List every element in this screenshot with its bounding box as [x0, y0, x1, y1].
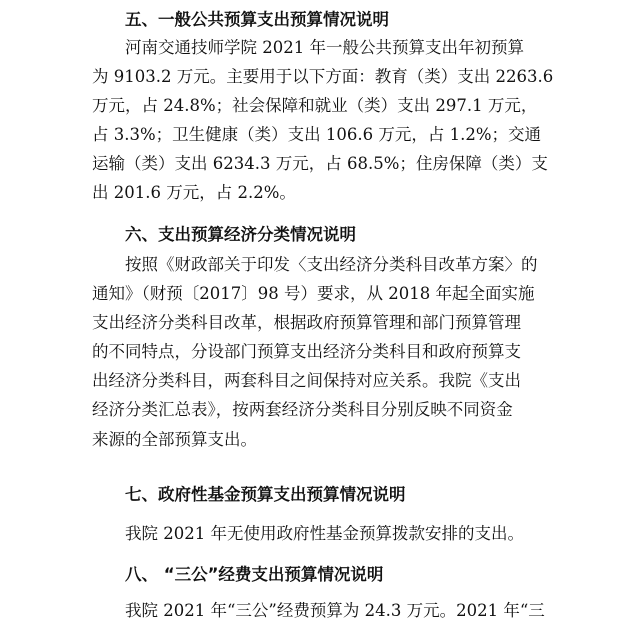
section-heading-5: 五、一般公共预算支出预算情况说明 — [125, 10, 389, 29]
text-line: 出 201.6 万元，占 2.2%。 — [92, 183, 296, 203]
text-line: 的不同特点，分设部门预算支出经济分类科目和政府预算支 — [92, 342, 521, 362]
section-heading-6: 六、支出预算经济分类情况说明 — [125, 225, 356, 244]
section-body-6 — [92, 250, 554, 454]
text-line: 占 3.3%；卫生健康（类）支出 106.6 万元，占 1.2%；交通 — [92, 125, 542, 145]
text-line: 为 9103.2 万元。主要用于以下方面：教育（类）支出 2263.6 — [92, 67, 554, 87]
text-line: 我院 2021 年“三公”经费预算为 24.3 万元。2021 年“三 — [92, 601, 545, 620]
text-line: 按照《财政部关于印发〈支出经济分类科目改革方案〉的 — [92, 255, 538, 274]
section-body-8 — [92, 596, 554, 625]
section-heading-7: 七、政府性基金预算支出预算情况说明 — [125, 485, 406, 504]
text-line: 经济分类汇总表》，按两套经济分类科目分别反映不同资金 — [92, 400, 513, 420]
text-line: 万元，占 24.8%；社会保障和就业（类）支出 297.1 万元， — [92, 96, 538, 116]
text-line: 我院 2021 年无使用政府性基金预算拨款安排的支出。 — [92, 524, 524, 543]
text-line: 通知》（财预〔2017〕98 号）要求，从 2018 年起全面实施 — [92, 284, 535, 304]
text-line: 河南交通技师学院 2021 年一般公共预算支出年初预算 — [92, 38, 524, 57]
text-line: 运输（类）支出 6234.3 万元，占 68.5%；住房保障（类）支 — [92, 154, 548, 174]
section-heading-8: 八、 “三公”经费支出预算情况说明 — [125, 565, 384, 584]
section-body-5 — [92, 33, 554, 208]
text-line: 来源的全部预算支出。 — [92, 429, 257, 449]
section-body-7 — [92, 519, 554, 548]
text-line: 支出经济分类科目改革，根据政府预算管理和部门预算管理 — [92, 313, 521, 333]
text-line: 出经济分类科目，两套科目之间保持对应关系。我院《支出 — [92, 371, 521, 391]
